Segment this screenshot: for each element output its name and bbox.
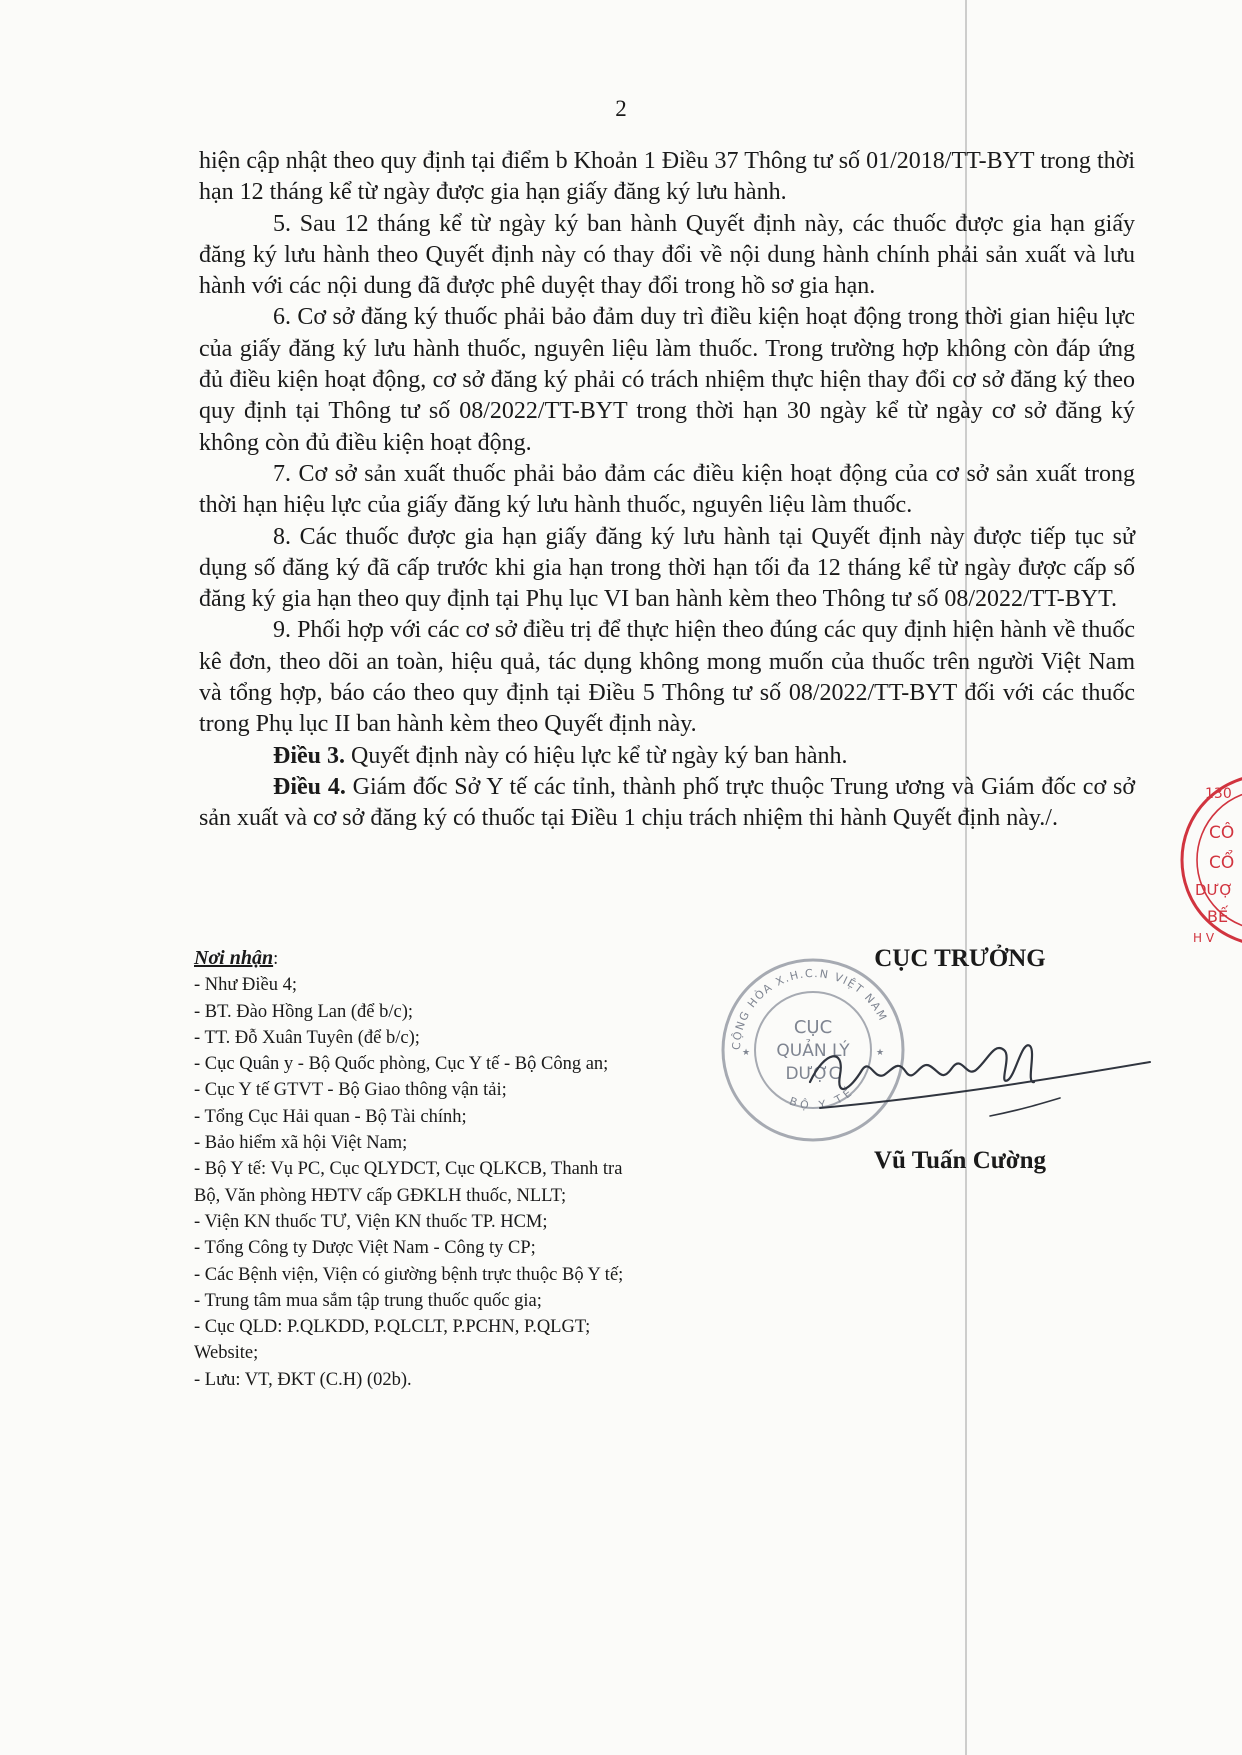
article-4-text: Giám đốc Sở Y tế các tỉnh, thành phố trực thuộc Trung ương và Giám đốc cơ sở sản xuất và cơ sở đăng ký có thuốc tại Điều 1 chịu trách nhiệm thi hành Quyết định này./. [199,773,1136,832]
seal-ring-text: CỘNG HÒA X.H.C.N VIỆT NAM [729,966,890,1051]
seal-star-icon: ★ [876,1047,885,1057]
partial-red-stamp [1175,770,1242,950]
recipient-item: - Bảo hiểm xã hội Việt Nam; [194,1133,408,1154]
recipients-heading: Nơi nhận: [194,947,279,969]
article-4 [199,772,1135,835]
paragraph-item-8: 8. Các thuốc được gia hạn giấy đăng ký lưu hành tại Quyết định này được tiếp tục sử dụng số đăng ký đã cấp trước khi gia hạn trong thời hạn tối đa 12 tháng kể từ ngày được cấp số đăng ký gia hạn theo quy định tại Phụ lục VI ban hành kèm theo Thông tư số 08/2022/TT-BYT. [199,523,1135,613]
recipient-item: - Cục QLD: P.QLKDD, P.QLCLT, P.PCHN, P.QLGT; [194,1317,591,1338]
red-stamp-text: CỔ [1209,853,1235,873]
article-3-text: Quyết định này có hiệu lực kể từ ngày ký ban hành. [345,742,848,769]
recipient-item: - TT. Đỗ Xuân Tuyên (để b/c); [194,1027,420,1048]
recipient-item: - Trung tâm mua sắm tập trung thuốc quốc gia; [194,1290,542,1311]
recipient-item: - BT. Đào Hồng Lan (để b/c); [194,1001,414,1022]
paragraph-item-5: 5. Sau 12 tháng kể từ ngày ký ban hành Quyết định này, các thuốc được gia hạn giấy đăng ký lưu hành theo Quyết định này có thay đổi về nội dung hành chính phải sản xuất và lưu hành với các nội dung đã được phê duyệt thay đổi trong hồ sơ gia hạn. [199,210,1135,300]
recipient-item: - Lưu: VT, ĐKT (C.H) (02b). [194,1369,412,1390]
seal-star-icon: ★ [742,1047,751,1057]
recipient-item: Website; [194,1343,259,1364]
red-stamp-text: H V [1193,931,1215,945]
seal-line-2: QUẢN LÝ [776,1041,850,1061]
paragraph-continuation: hiện cập nhật theo quy định tại điểm b Khoản 1 Điều 37 Thông tư số 01/2018/TT-BYT trong thời hạn 12 tháng kể từ ngày được gia hạn giấy đăng ký lưu hành. [199,148,1135,206]
signer-title: CỤC TRƯỞNG [874,945,1046,972]
red-stamp-text: BẾ [1207,907,1229,926]
recipient-item: - Cục Quân y - Bộ Quốc phòng, Cục Y tế - Bộ Công an; [194,1054,609,1075]
paragraph-item-9: 9. Phối hợp với các cơ sở điều trị để thực hiện theo đúng các quy định hiện hành về thuốc kê đơn, theo dõi an toàn, hiệu quả, tác dụng không mong muốn của thuốc trên người Việt Nam và tổng hợp, báo cáo theo quy định tại Điều 5 Thông tư số 08/2022/TT-BYT đối với các thuốc trong Phụ lục II ban hành kèm theo Quyết định này. [199,617,1135,738]
decision-body [199,146,1135,835]
recipient-item: - Bộ Y tế: Vụ PC, Cục QLYDCT, Cục QLKCB, Thanh tra [194,1159,623,1180]
red-stamp-text: CÔ [1209,823,1235,843]
handwritten-signature [787,1020,1170,1130]
recipients-list [194,945,754,1393]
seal-line-1: CỤC [793,1017,833,1038]
recipient-item: - Tổng Công ty Dược Việt Nam - Công ty CP; [194,1238,536,1259]
article-4-label: Điều 4. [273,773,346,800]
red-stamp-text: 130 [1205,786,1232,802]
recipient-item: - Các Bệnh viện, Viện có giường bệnh trực thuộc Bộ Y tế; [194,1264,624,1285]
seal-line-3: DƯỢC [785,1064,841,1084]
paragraph-item-6: 6. Cơ sở đăng ký thuốc phải bảo đảm duy trì điều kiện hoạt động trong thời gian hiệu lực của giấy đăng ký lưu hành thuốc, nguyên liệu làm thuốc. Trong trường hợp không còn đáp ứng đủ điều kiện hoạt động, cơ sở đăng ký phải có trách nhiệm thực hiện thay đổi cơ sở đăng ký theo quy định tại Thông tư số 08/2022/TT-BYT trong thời hạn 30 ngày kể từ ngày cơ sở đăng ký không còn đủ điều kiện hoạt động. [199,304,1135,456]
recipient-item: - Như Điều 4; [194,975,298,996]
page-number: 2 [615,96,627,121]
recipient-item: Bộ, Văn phòng HĐTV cấp GĐKLH thuốc, NLLT; [194,1185,567,1206]
signer-name: Vũ Tuấn Cường [874,1147,1046,1174]
article-3 [199,741,1135,772]
paragraph-item-7: 7. Cơ sở sản xuất thuốc phải bảo đảm các điều kiện hoạt động của cơ sở sản xuất trong thời hạn hiệu lực của giấy đăng ký lưu hành thuốc, nguyên liệu làm thuốc. [199,460,1135,519]
recipient-item: - Viện KN thuốc TƯ, Viện KN thuốc TP. HCM; [194,1211,548,1232]
seal-bottom-text: BỘ Y TẾ [787,1084,858,1113]
recipient-item: - Tổng Cục Hải quan - Bộ Tài chính; [194,1106,467,1127]
recipient-item: - Cục Y tế GTVT - Bộ Giao thông vận tải; [194,1080,507,1101]
red-stamp-text: DƯỢ [1195,881,1234,899]
article-3-label: Điều 3. [273,742,345,769]
